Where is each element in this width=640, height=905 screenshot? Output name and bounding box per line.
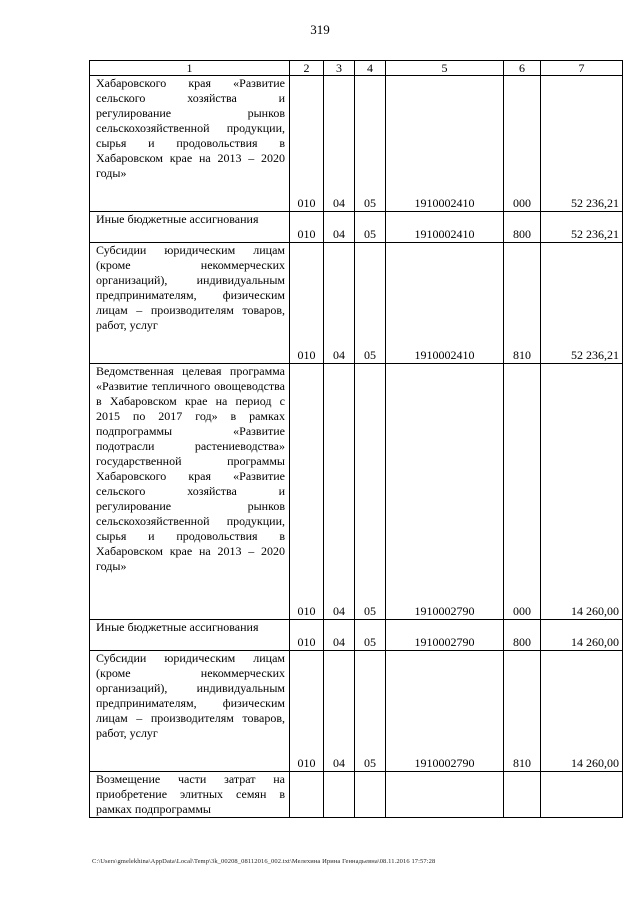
row-amount: 14 260,00	[541, 364, 623, 620]
row-expense-type: 000	[504, 76, 541, 212]
row-code-section: 04	[324, 243, 355, 364]
table-row	[90, 364, 623, 620]
row-code-subsection: 05	[355, 76, 386, 212]
row-code-subsection: 05	[355, 620, 386, 651]
row-code-subsection: 05	[355, 651, 386, 772]
row-code-ministry: 010	[290, 76, 324, 212]
row-amount: 52 236,21	[541, 243, 623, 364]
row-code-ministry: 010	[290, 243, 324, 364]
column-header: 6	[504, 61, 541, 76]
column-header: 2	[290, 61, 324, 76]
row-description: Ведомственная целевая программа «Развитие тепличного овощеводства в Хабаровском крае на период с 2015 по 2017 год» в рамках подпрограммы «Развитие подотрасли растениеводства» государственной программы Хабаровского края «Развитие сельского хозяйства и регулирование рынков сельскохозяйственной продукции, сырья и продовольствия в Хабаровском крае на 2013 – 2020 годы»	[90, 364, 290, 620]
page-number: 319	[310, 22, 330, 37]
row-expense-type: 800	[504, 212, 541, 243]
row-amount: 52 236,21	[541, 212, 623, 243]
row-description: Субсидии юридическим лицам (кроме некоммерческих организаций), индивидуальным предпринимателям, физическим лицам – производителям товаров, работ, услуг	[90, 651, 290, 772]
row-amount: 14 260,00	[541, 620, 623, 651]
table-header-row	[90, 61, 623, 76]
row-description: Иные бюджетные ассигнования	[90, 620, 290, 651]
table-row	[90, 651, 623, 772]
table-row	[90, 76, 623, 212]
row-amount: 52 236,21	[541, 76, 623, 212]
table-row	[90, 212, 623, 243]
row-target-article: 1910002790	[386, 620, 504, 651]
row-target-article: 1910002790	[386, 364, 504, 620]
row-target-article: 1910002410	[386, 76, 504, 212]
row-code-ministry: 010	[290, 212, 324, 243]
row-code-section	[324, 772, 355, 818]
row-code-section: 04	[324, 620, 355, 651]
row-code-section: 04	[324, 76, 355, 212]
row-code-section: 04	[324, 364, 355, 620]
budget-table	[89, 60, 623, 818]
row-target-article: 1910002790	[386, 651, 504, 772]
row-target-article: 1910002410	[386, 212, 504, 243]
table-row	[90, 243, 623, 364]
row-code-subsection	[355, 772, 386, 818]
row-expense-type: 800	[504, 620, 541, 651]
row-amount: 14 260,00	[541, 651, 623, 772]
row-code-section: 04	[324, 651, 355, 772]
row-code-ministry: 010	[290, 620, 324, 651]
row-expense-type	[504, 772, 541, 818]
row-description: Возмещение части затрат на приобретение элитных семян в рамках подпрограммы	[90, 772, 290, 818]
row-code-subsection: 05	[355, 212, 386, 243]
column-header: 7	[541, 61, 623, 76]
column-header: 1	[90, 61, 290, 76]
row-code-ministry: 010	[290, 651, 324, 772]
row-code-subsection: 05	[355, 243, 386, 364]
row-code-section: 04	[324, 212, 355, 243]
row-target-article: 1910002410	[386, 243, 504, 364]
row-description: Иные бюджетные ассигнования	[90, 212, 290, 243]
row-expense-type: 810	[504, 651, 541, 772]
row-description: Субсидии юридическим лицам (кроме некоммерческих организаций), индивидуальным предпринимателям, физическим лицам – производителям товаров, работ, услуг	[90, 243, 290, 364]
row-expense-type: 810	[504, 243, 541, 364]
column-header: 4	[355, 61, 386, 76]
table-row	[90, 620, 623, 651]
row-code-ministry: 010	[290, 364, 324, 620]
row-description: Хабаровского края «Развитие сельского хозяйства и регулирование рынков сельскохозяйственной продукции, сырья и продовольствия в Хабаровском крае на 2013 – 2020 годы»	[90, 76, 290, 212]
row-code-ministry	[290, 772, 324, 818]
row-target-article	[386, 772, 504, 818]
column-header: 5	[386, 61, 504, 76]
row-amount	[541, 772, 623, 818]
file-path-footer: C:\Users\gmelekhina\AppData\Local\Temp\3k_00208_08112016_002.txt\Мелехина Ирина Геннадьевна\08.11.2016 17:57:28	[92, 858, 436, 865]
column-header: 3	[324, 61, 355, 76]
row-code-subsection: 05	[355, 364, 386, 620]
row-expense-type: 000	[504, 364, 541, 620]
table-row	[90, 772, 623, 818]
